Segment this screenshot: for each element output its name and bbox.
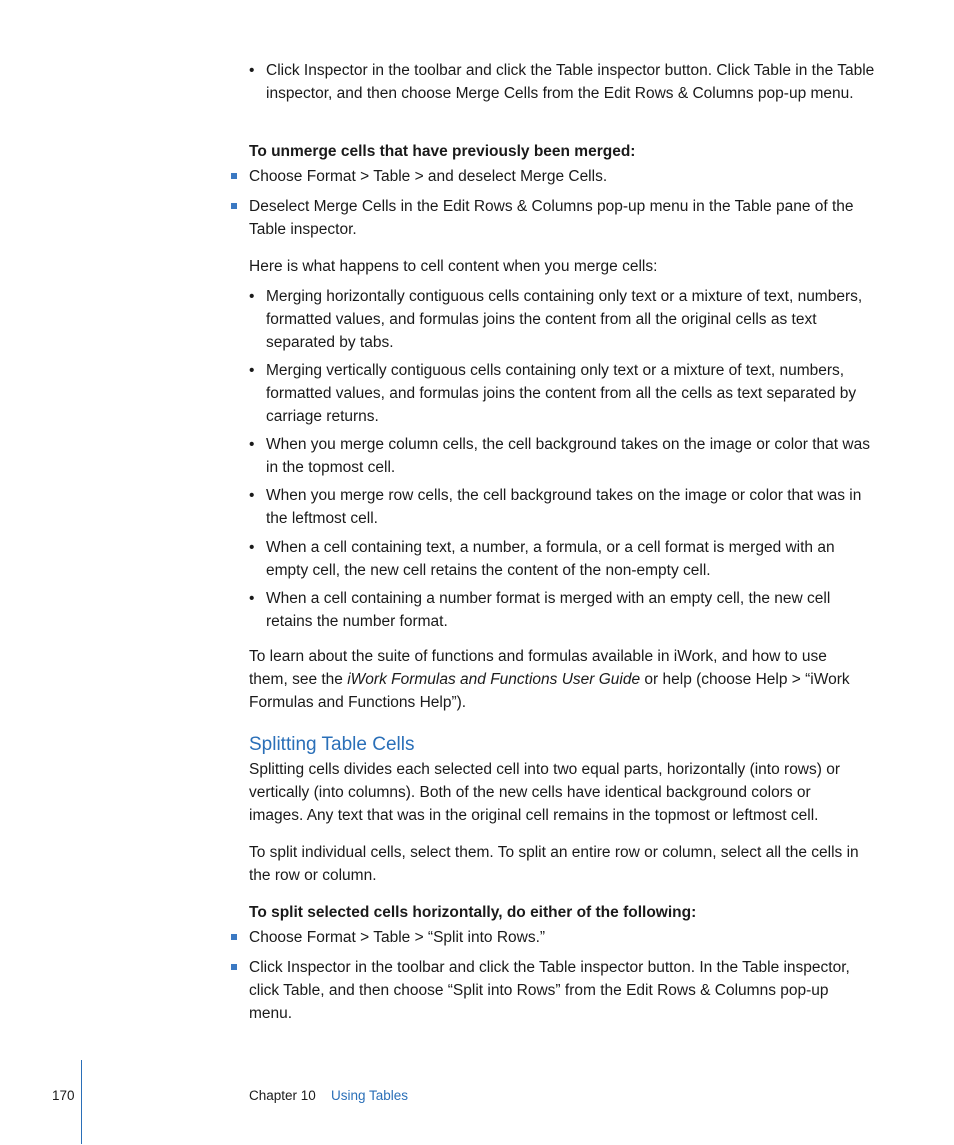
merge-intro: Here is what happens to cell content when you merge cells: xyxy=(249,258,658,275)
bullet-dot: • xyxy=(249,288,255,305)
section-heading: Splitting Table Cells xyxy=(249,734,415,755)
square-bullet xyxy=(231,934,237,940)
unmerge-item: Choose Format > Table > and deselect Merge Cells. xyxy=(249,168,608,185)
square-bullet xyxy=(231,203,237,209)
split-paragraph: Splitting cells divides each selected cell into two equal parts, horizontally (into rows) or vertically (into columns). Both of the new cells have identical background colors or images. Any text that was in the original cell remains in the topmost or leftmost cell. xyxy=(249,761,841,824)
merge-bullet: When a cell containing a number format is merged with an empty cell, the new cell retains the number format. xyxy=(266,590,831,630)
merge-bullet: Merging horizontally contiguous cells containing only text or a mixture of text, numbers, formatted values, and formulas joins the content from all the original cells as text separated by tabs. xyxy=(266,288,863,351)
split-item: Choose Format > Table > “Split into Rows.” xyxy=(249,929,546,946)
split-heading: To split selected cells horizontally, do either of the following: xyxy=(249,904,697,921)
unmerge-heading: To unmerge cells that have previously been merged: xyxy=(249,143,636,160)
bullet-dot: • xyxy=(249,590,255,607)
merge-bullet: When you merge column cells, the cell background takes on the image or color that was in the topmost cell. xyxy=(266,436,870,476)
footer-divider xyxy=(81,1060,82,1144)
guide-title: iWork Formulas and Functions User Guide xyxy=(347,671,641,688)
bullet-dot: • xyxy=(249,487,255,504)
learn-more-text: To learn about the suite of functions and formulas available in iWork, and how to use them, see the xyxy=(249,648,827,688)
split-item: Click Inspector in the toolbar and click the Table inspector button. In the Table inspector, click Table, and then choose “Split into Rows” from the Edit Rows & Columns pop-up menu. xyxy=(249,959,850,1022)
bullet-dot: • xyxy=(249,436,255,453)
page-number: 170 xyxy=(52,1088,75,1103)
merge-bullet: When you merge row cells, the cell background takes on the image or color that was in the leftmost cell. xyxy=(266,487,862,527)
learn-more-paragraph xyxy=(249,645,869,714)
learn-more-text: or help (choose Help > “iWork Formulas and Functions Help”). xyxy=(249,671,850,711)
square-bullet xyxy=(231,173,237,179)
top-bullet-text: Click Inspector in the toolbar and click the Table inspector button. Click Table in the Table inspector, and then choose Merge Cells from the Edit Rows & Columns pop-up menu. xyxy=(266,62,875,102)
bullet-dot: • xyxy=(249,62,255,79)
footer-chapter-title: Using Tables xyxy=(331,1088,409,1103)
split-paragraph: To split individual cells, select them. To split an entire row or column, select all the cells in the row or column. xyxy=(249,844,859,884)
footer-chapter: Chapter 10 xyxy=(249,1088,316,1103)
bullet-dot: • xyxy=(249,362,255,379)
merge-bullet: When a cell containing text, a number, a formula, or a cell format is merged with an empty cell, the new cell retains the content of the non-empty cell. xyxy=(266,539,835,579)
square-bullet xyxy=(231,964,237,970)
merge-bullet: Merging vertically contiguous cells containing only text or a mixture of text, numbers, formatted values, and formulas joins the content from all the cells as text separated by carriage returns. xyxy=(266,362,857,425)
bullet-dot: • xyxy=(249,539,255,556)
unmerge-item: Deselect Merge Cells in the Edit Rows & Columns pop-up menu in the Table pane of the Table inspector. xyxy=(249,198,854,238)
